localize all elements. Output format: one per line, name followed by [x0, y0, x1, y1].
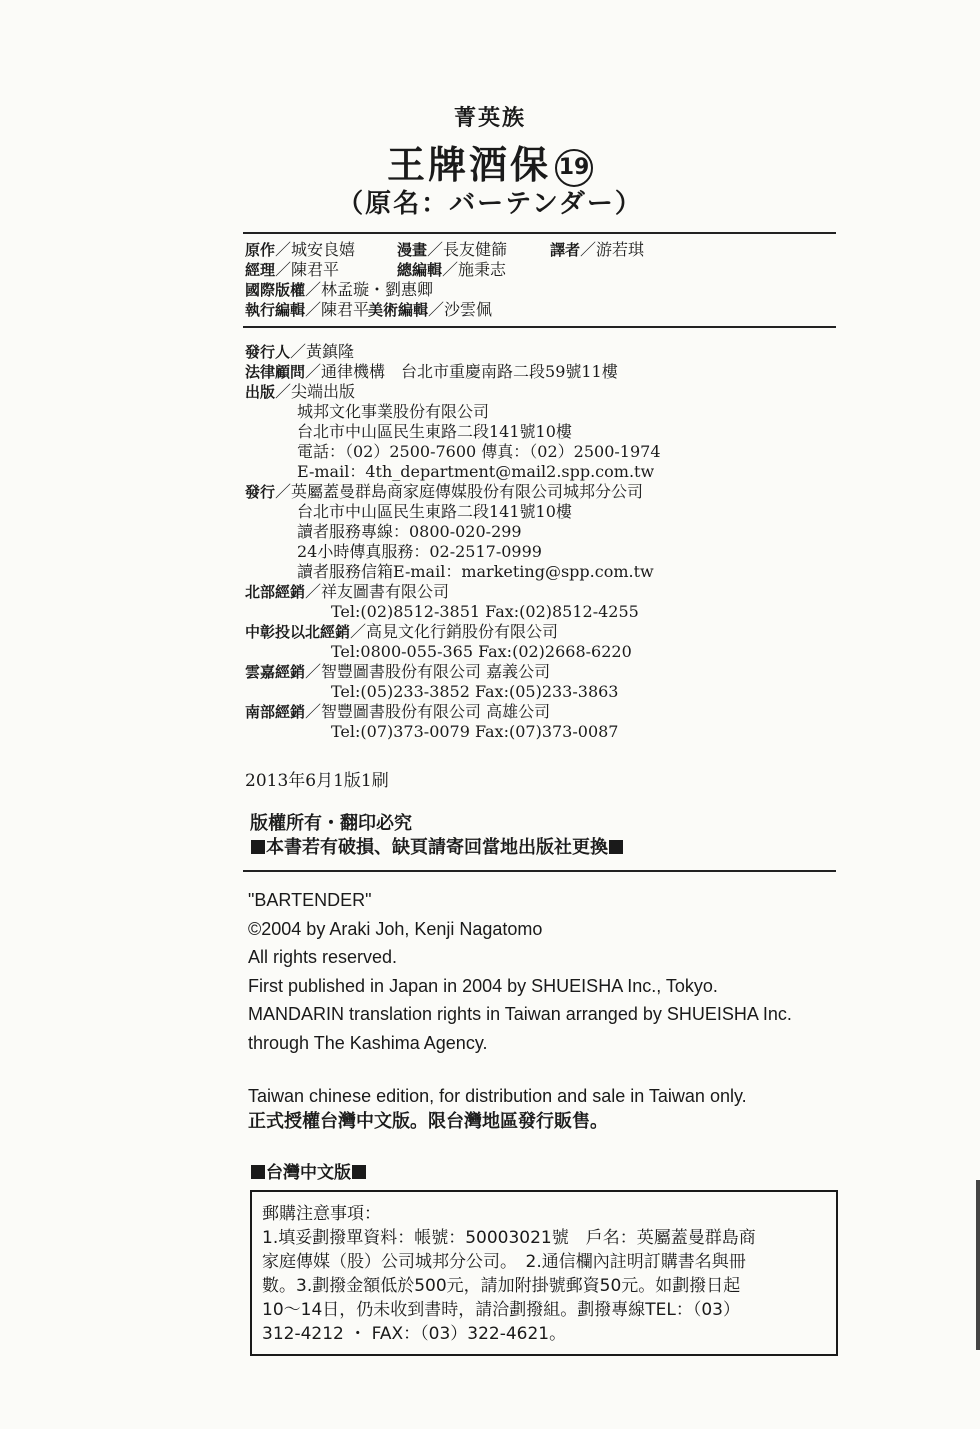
imprint-value: ／英屬蓋曼群島商家庭傳媒股份有限公司城邦分公司	[275, 482, 644, 501]
damage-notice-text: 本書若有破損、缺頁請寄回當地出版社更換	[266, 837, 608, 858]
distribute-line	[245, 482, 661, 502]
credit-value: ／長友健篩	[427, 240, 508, 259]
distributor-contact: Tel:(02)8512-3851 Fax:(02)8512-4255	[331, 602, 639, 621]
distributor-value: ／祥友圖書有限公司	[305, 582, 450, 601]
legal-line	[245, 362, 661, 382]
distributor-contact: Tel:(07)373-0079 Fax:(07)373-0087	[331, 722, 619, 741]
credit-value: ／游若琪	[580, 240, 645, 259]
taiwan-english: Taiwan chinese edition, for distribution and sale in Taiwan only.	[248, 1086, 747, 1106]
distribute-detail: 台北市中山區民生東路二段141號10樓	[297, 502, 572, 521]
distributor-value: ／高見文化行銷股份有限公司	[350, 622, 559, 641]
english-line: ©2004 by Araki Joh, Kenji Nagatomo	[248, 918, 543, 939]
imprint-block	[245, 342, 661, 742]
distributor-contact: Tel:0800-055-365 Fax:(02)2668-6220	[331, 642, 632, 661]
imprint-label: 發行人	[245, 343, 291, 361]
imprint-value: ／尖端出版	[275, 382, 356, 401]
square-bullet-icon	[352, 1165, 366, 1179]
taiwan-chinese: 正式授權台灣中文版。限台灣地區發行販售。	[248, 1111, 608, 1132]
english-copyright	[248, 886, 792, 1057]
publish-detail: 電話：（02）2500-7600 傳真：（02）2500-1974	[297, 442, 661, 461]
distribute-detail: 讀者服務專線：0800-020-299	[297, 522, 522, 541]
imprint-value: ／通律機構 台北市重慶南路二段59號11樓	[305, 362, 618, 381]
taiwan-edition-notice	[248, 1083, 747, 1135]
publish-detail: E-mail：4th_department@mail2.spp.com.tw	[297, 462, 655, 481]
distributor-label: 南部經銷	[245, 703, 306, 721]
credit-value: ／林孟璇・劉惠卿	[305, 280, 434, 299]
square-bullet-icon	[609, 840, 623, 854]
credit-value: ／施秉志	[442, 260, 507, 279]
distributor-value: ／智豐圖書股份有限公司 嘉義公司	[305, 662, 551, 681]
credit-label: 美術編輯	[368, 301, 429, 319]
top-divider	[243, 232, 836, 234]
credit-label: 總編輯	[397, 261, 443, 279]
rights-reserved: 版權所有・翻印必究	[250, 813, 412, 834]
square-bullet-icon	[251, 840, 265, 854]
imprint-label: 法律顧問	[245, 363, 306, 381]
notice-line: 數。3.劃撥金額低於500元，請加附掛號郵資50元。如劃撥日起	[262, 1276, 741, 1296]
publish-line	[245, 382, 661, 402]
damage-notice	[250, 836, 624, 860]
english-line: MANDARIN translation rights in Taiwan arranged by SHUEISHA Inc.	[248, 1004, 792, 1024]
series-name: 菁英族	[453, 106, 526, 131]
notice-line: 312-4212 ・ FAX：（03）322-4621。	[262, 1324, 567, 1344]
credit-value: ／沙雲佩	[428, 300, 493, 319]
book-title	[0, 134, 980, 189]
credit-label: 國際版權	[245, 281, 306, 299]
square-bullet-icon	[251, 1165, 265, 1179]
imprint-value: ／黃鎮隆	[290, 342, 355, 361]
original-title: （原名：バーテンダー）	[337, 189, 643, 219]
taiwan-edition-label	[250, 1158, 367, 1183]
volume-badge: 19	[555, 149, 593, 187]
distributor-label: 中彰投以北經銷	[245, 623, 351, 641]
distributor-line	[245, 662, 661, 682]
english-line: through The Kashima Agency.	[248, 1032, 488, 1053]
credit-label: 經理	[245, 261, 276, 279]
english-line: "BARTENDER"	[248, 890, 372, 910]
credit-label: 原作	[245, 241, 276, 259]
lower-divider	[243, 870, 836, 872]
credit-label: 漫畫	[397, 241, 428, 259]
page-edge-shadow	[976, 1180, 980, 1350]
distributor-line	[245, 702, 661, 722]
edition-info: 2013年6月1版1刷	[245, 771, 389, 791]
distributor-line	[245, 582, 661, 602]
taiwan-edition-text: 台灣中文版	[266, 1163, 351, 1183]
publish-detail: 城邦文化事業股份有限公司	[297, 402, 490, 421]
credit-value: ／城安良嬉	[275, 240, 356, 259]
publisher-person-line	[245, 342, 661, 362]
notice-line: 10～14日，仍未收到書時，請洽劃撥組。劃撥專線TEL：（03）	[262, 1300, 740, 1320]
imprint-label: 出版	[245, 383, 276, 401]
credit-label: 執行編輯	[245, 301, 306, 319]
distributor-line	[245, 622, 661, 642]
mail-order-notice-box	[250, 1190, 838, 1356]
credit-value: ／陳君平	[275, 260, 340, 279]
distribute-detail: 讀者服務信箱E-mail：marketing@spp.com.tw	[297, 562, 654, 581]
rights-block	[250, 812, 624, 860]
english-line: First published in Japan in 2004 by SHUEISHA Inc., Tokyo.	[248, 975, 718, 996]
imprint-label: 發行	[245, 483, 276, 501]
middle-divider	[243, 326, 836, 328]
notice-line: 1.填妥劃撥單資料：帳號：50003021號 戶名：英屬蓋曼群島商	[262, 1228, 756, 1248]
distributor-value: ／智豐圖書股份有限公司 高雄公司	[305, 702, 551, 721]
credit-label: 譯者	[550, 241, 581, 259]
distributor-label: 北部經銷	[245, 583, 306, 601]
credit-value: ／陳君平	[305, 300, 370, 319]
distribute-detail: 24小時傳真服務：02-2517-0999	[297, 542, 542, 561]
notice-line: 郵購注意事項：	[262, 1204, 381, 1224]
distributor-contact: Tel:(05)233-3852 Fax:(05)233-3863	[331, 682, 619, 701]
publish-detail: 台北市中山區民生東路二段141號10樓	[297, 422, 572, 441]
title-text: 王牌酒保	[386, 143, 551, 187]
distributor-label: 雲嘉經銷	[245, 663, 306, 681]
english-line: All rights reserved.	[248, 947, 398, 967]
notice-line: 家庭傳媒（股）公司城邦分公司。 2.通信欄內註明訂購書名與冊	[262, 1252, 746, 1272]
